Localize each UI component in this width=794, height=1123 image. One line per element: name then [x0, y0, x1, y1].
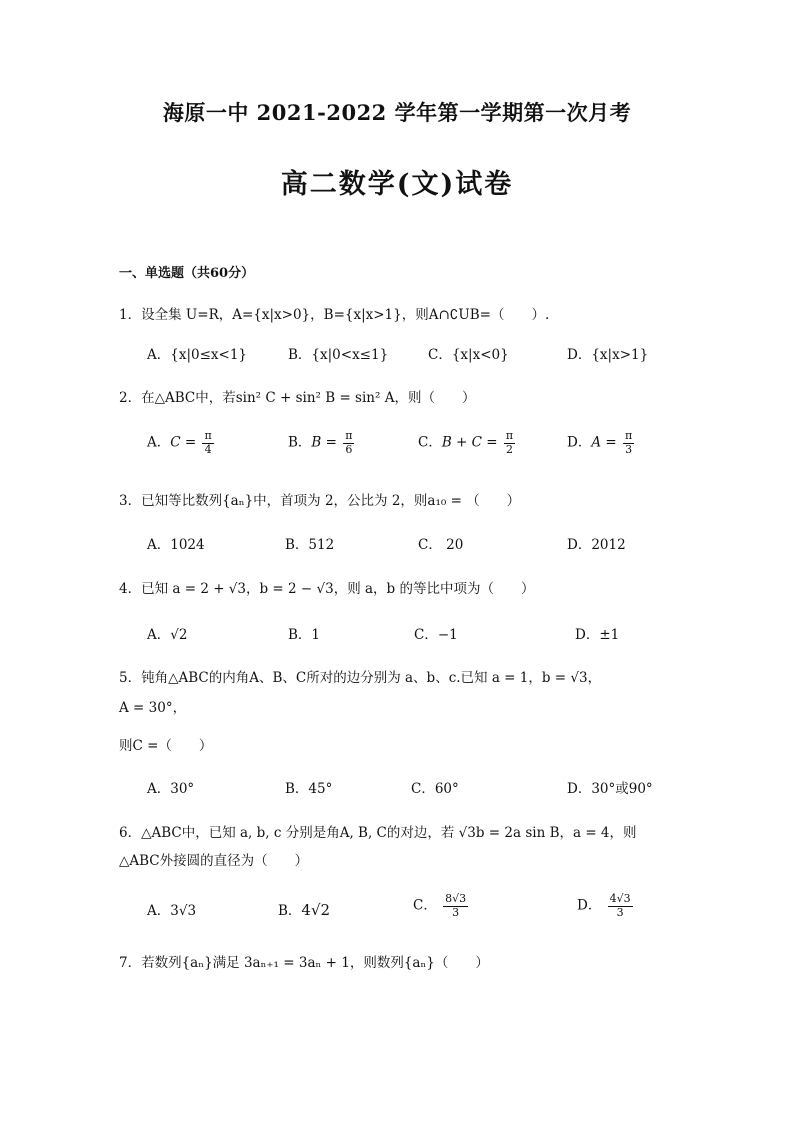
section-heading: 一、单选题（共60分） [119, 266, 255, 281]
question-6-option-a: A．3√3 [147, 903, 197, 919]
question-5-stem: 5．钝角△ABC的内角A、B、C所对的边分别为 a、b、c.已知 a = 1，b = √3， [119, 670, 602, 686]
question-3-option-a: A．1024 [147, 537, 205, 553]
question-2-option-a: A．C = $\frac{\pi}{4}$ [147, 429, 212, 456]
question-1-option-d: D．{x|x>1} [567, 347, 649, 363]
question-2-option-b: B．B = $\frac{\pi}{6}$ [288, 429, 353, 456]
question-5-option-b: B．45° [285, 781, 333, 797]
question-5-stem-line3: 则C =（ ） [119, 738, 213, 754]
question-6-stem: 6．△ABC中，已知 a, b, c 分别是角A, B, C的对边，若 √3b = 2a sin B，a = 4，则 [119, 825, 637, 841]
question-4-stem: 4．已知 a = 2 + √3，b = 2 − √3，则 a，b 的等比中项为（ ） [119, 581, 535, 597]
question-1-option-a: A．{x|0≤x<1} [147, 347, 248, 363]
question-4-option-d: D．±1 [575, 627, 620, 643]
question-2-stem: 2．在△ABC中，若sin² C + sin² B = sin² A，则（ ） [119, 390, 476, 406]
question-1-option-b: B．{x|0<x≤1} [288, 347, 389, 363]
question-7-stem: 7．若数列{aₙ}满足 3aₙ₊₁ = 3aₙ + 1，则数列{aₙ}（ ） [119, 955, 489, 971]
question-5-stem-line2: A = 30°， [119, 700, 187, 716]
exam-title: 海原一中 2021-2022 学年第一学期第一次月考 [162, 100, 632, 125]
question-6-option-c: C． $\frac{8√3}{3}$ [413, 892, 467, 919]
question-3-option-c: C． 20 [418, 537, 464, 553]
question-4-option-a: A．√2 [147, 627, 188, 643]
question-2-option-c: C．B + C = $\frac{\pi}{2}$ [418, 429, 514, 456]
question-1-option-c: C．{x|x<0} [428, 347, 509, 363]
question-4-option-c: C．−1 [414, 627, 458, 643]
question-2-option-d: D．A = $\frac{\pi}{3}$ [567, 429, 633, 456]
question-4-option-b: B．1 [288, 627, 321, 643]
question-5-option-d: D．30°或90° [567, 781, 653, 797]
question-6-stem-line2: △ABC外接圆的直径为（ ） [119, 853, 309, 869]
question-5-option-c: C．60° [411, 781, 459, 797]
question-5-option-a: A．30° [147, 781, 195, 797]
question-1-stem: 1．设全集 U=R，A={x|x>0}，B={x|x>1}，则A∩∁UB=（ ）. [119, 307, 550, 323]
question-3-option-d: D．2012 [567, 537, 626, 553]
exam-subtitle: 高二数学(文)试卷 [280, 169, 514, 200]
question-6-option-d: D． $\frac{4√3}{3}$ [577, 892, 631, 919]
question-3-option-b: B．512 [285, 537, 335, 553]
question-3-stem: 3．已知等比数列{aₙ}中，首项为 2，公比为 2，则a₁₀ = （ ） [119, 493, 521, 509]
question-6-option-b: B．4√2 [278, 901, 331, 919]
